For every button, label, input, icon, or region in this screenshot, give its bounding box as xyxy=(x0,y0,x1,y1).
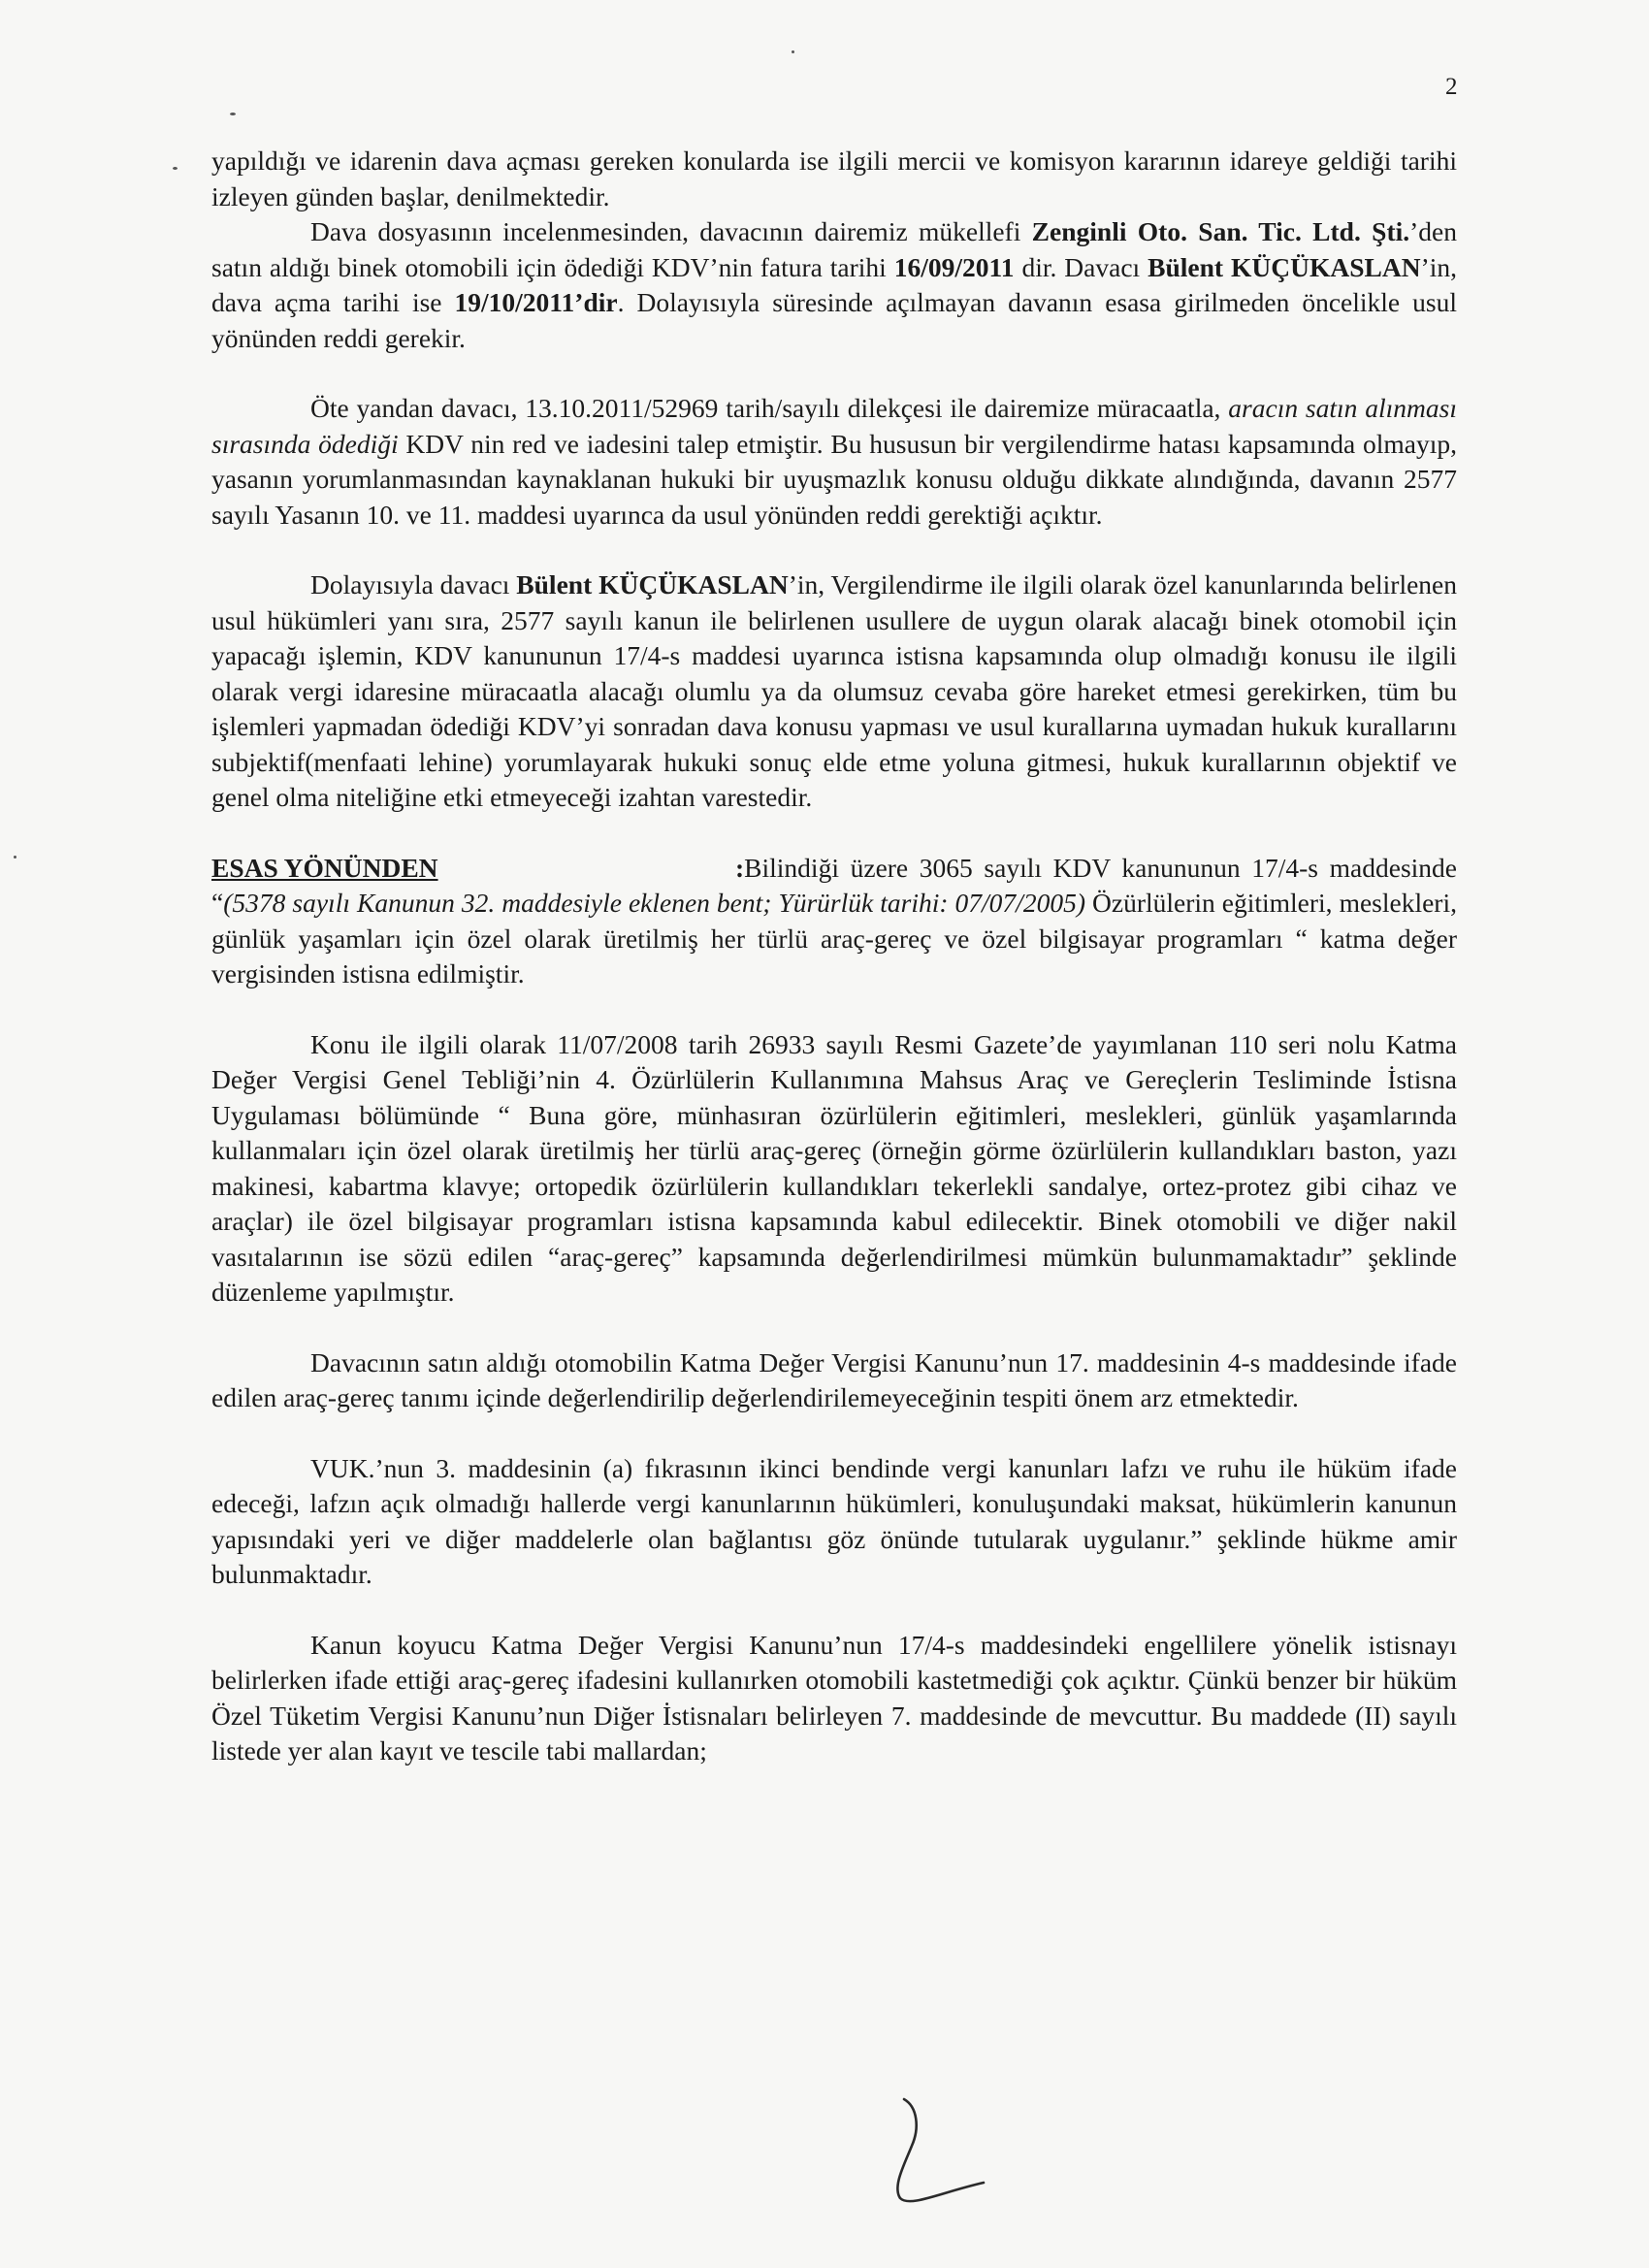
paragraph-legislator-intent: Kanun koyucu Katma Değer Vergisi Kanunu’nun 17/4-s maddesindeki engellilere yönelik istisnayı belirlerken ifade ettiği araç-gereç ifadesini kullanırken otomobili kastetmediği çok açıktır. Çünkü benzer bir hüküm Özel Tüketim Vergisi Kanunu’nun Diğer İstisnaları belirleyen 7. maddesinde de mevcuttur. Bu maddede (II) sayılı listede yer alan kayıt ve tescile tabi mallardan; xyxy=(211,1629,1457,1766)
paragraph-communique: Konu ile ilgili olarak 11/07/2008 tarih 26933 sayılı Resmi Gazete’de yayımlanan 110 seri nolu Katma Değer Vergisi Genel Tebliği’nin 4. Özürlülerin Kullanımına Mahsus Araç ve Gereçlerin Tesliminde İstisna Uygulaması bölümünde “ Buna göre, münhasıran özürlülerin eğitimleri, meslekleri, günlük yaşamlarında kullanmaları için özel olarak üretilmiş her türlü araç-gereç (örneğin görme özürlülerin kullandıkları baston, yazı makinesi, kabartma klavye; ortopedik özürlülerin kullandıkları tekerlekli sandalye, ortez-protez gibi cihaz ve araçlar) ile özel bilgisayar programları istisna kapsamında kabul edilecektir. Binek otomobili ve diğer nakil vasıtalarının ise sözü edilen “araç-gereç” kapsamında değerlendirilmesi mümkün bulunmamaktadır” şeklinde düzenleme yapılmıştır. xyxy=(211,1028,1457,1307)
paragraph-procedure: Dolayısıyla davacı Bülent KÜÇÜKASLAN’in, Vergilendirme ile ilgili olarak özel kanunlarında belirlenen usul hükümleri yanı sıra, 2577 sayılı kanun ile belirlenen usullere de uygun olarak alacağı binek otomobil için yapacağı işlemin, KDV kanununun 17/4-s maddesi uyarınca istisna kapsamında olup olmadığı konusu ile ilgili olarak vergi idaresine müracaatla alacağı olumlu ya da olumsuz cevaba göre hareket etmesi gerekirken, tüm bu işlemleri yapmadan ödediği KDV’yi sonradan dava konusu yapması ve usul kurallarına uymadan hukuk kurallarını subjektif(menfaati lehine) yorumlayarak hukuki sonuç elde etme yoluna gitmesi, hukuk kurallarının objektif ve genel olma niteliğine etki etmeyeceği izahtan varestedir. xyxy=(211,569,1458,812)
paragraph-application: Öte yandan davacı, 13.10.2011/52969 tarih/sayılı dilekçesi ile dairemize müracaatla, aracın satın alınması sırasında ödediği KDV nin red ve iadesini talep etmiştir. Bu hususun bir vergilendirme hatası kapsamında olmayıp, yasanın yorumlanmasından kaynaklanan hukuki bir uyuşmazlık konusu olduğu dikkate alındığında, davanın 2577 sayılı Yasanın 10. ve 11. maddesi uyarınca da usul yönünden reddi gerektiği açıktır. xyxy=(211,393,1457,530)
italic-law-reference: (5378 sayılı Kanunun 32. maddesiyle eklenen bent; Yürürlük tarihi: 07/07/2005) xyxy=(223,888,1085,918)
document-body xyxy=(211,144,1457,1769)
italic-phrase: aracın satın alınması sırasında ödediği xyxy=(211,393,1457,459)
scan-speck xyxy=(14,856,16,859)
plaintiff-name: Bülent KÜÇÜKASLAN xyxy=(1148,251,1421,282)
paragraph-merits: ESAS YÖNÜNDEN :Bilindiği üzere 3065 sayılı KDV kanununun 17/4-s maddesinde “(5378 sayılı Kanunun 32. maddesiyle eklenen bent; Yürürlük tarihi: 07/07/2005) Özürlülerin eğitimleri, meslekleri, günlük yaşamları için özel olarak üretilmiş her türlü araç-gereç ve özel bilgisayar programları “ katma değer vergisinden istisna edilmiştir. xyxy=(211,852,1457,988)
handwritten-signature-mark xyxy=(883,2086,999,2221)
invoice-date: 16/09/2011 xyxy=(893,251,1015,282)
paragraph-vuk: VUK.’nun 3. maddesinin (a) fıkrasının ikinci bendinde vergi kanunları lafzı ve ruhu ile hüküm ifade edeceği, lafzın açık olmadığı hallerde vergi kanunlarının hükümleri, konuluşundaki maksat, hükümlerin kanunun yapısındaki yeri ve diğer maddelerle olan bağlantısı göz önünde tutularak uygulanır.” şeklinde hükme amir bulunmaktadır. xyxy=(211,1452,1457,1589)
company-name: Zenginli Oto. San. Tic. Ltd. Şti. xyxy=(1031,216,1410,246)
scan-speck xyxy=(230,113,236,115)
page-number: 2 xyxy=(1445,74,1458,100)
scan-speck xyxy=(173,167,178,170)
section-heading-esas: ESAS YÖNÜNDEN xyxy=(211,852,438,883)
filing-date: 19/10/2011’dir xyxy=(454,287,618,317)
paragraph-filing-dates: Dava dosyasının incelenmesinden, davacının dairemiz mükellefi Zenginli Oto. San. Tic. Ltd. Şti.’den satın aldığı binek otomobili için ödediği KDV’nin fatura tarihi 16/09/2011 dir. Davacı Bülent KÜÇÜKASLAN’in, dava açma tarihi ise 19/10/2011’dir. Dolayısıyla süresinde açılmayan davanın esasa girilmeden öncelikle usul yönünden reddi gerekir. xyxy=(211,216,1457,353)
scan-speck xyxy=(792,50,794,53)
paragraph-definition: Davacının satın aldığı otomobilin Katma Değer Vergisi Kanunu’nun 17. maddesinin 4-s maddesinde ifade edilen araç-gereç tanımı içinde değerlendirilip değerlendirilemeyeceğinin tespiti önem arz etmektedir. xyxy=(211,1346,1457,1412)
paragraph-continuation: yapıldığı ve idarenin dava açması gereken konularda ise ilgili mercii ve komisyon kararının idareye geldiği tarihi izleyen günden başlar, denilmektedir. xyxy=(211,146,1457,211)
plaintiff-name: Bülent KÜÇÜKASLAN xyxy=(516,569,789,599)
